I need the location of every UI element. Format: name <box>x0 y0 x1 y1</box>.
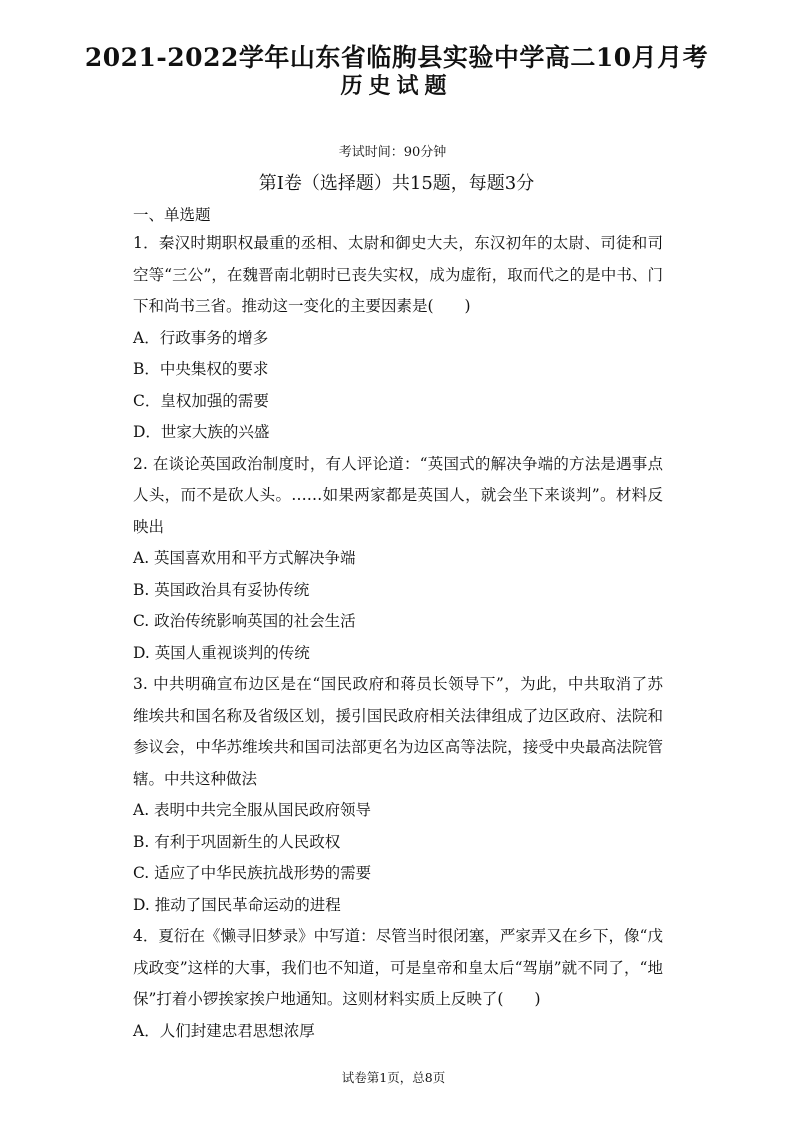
section-title: 第Ⅰ卷（选择题）共15题，每题3分 <box>258 173 535 194</box>
option-d: D. 推动了国民革命运动的进程 <box>133 895 341 914</box>
option-a: A．人们封建忠君思想浓厚 <box>133 1021 315 1040</box>
option-a: A. 英国喜欢用和平方式解决争端 <box>133 549 356 567</box>
question-stem: 1．秦汉时期职权最重的丞相、太尉和御史大夫，东汉初年的太尉、司徒和司空等“三公”，在魏晋南北朝时已丧失实权，成为虚衔，取而代之的是中书、门下和尚书三省。推动这一变化的主要因素是( ) <box>133 234 663 315</box>
option-c: C．皇权加强的需要 <box>133 391 269 410</box>
option-d: D．世家大族的兴盛 <box>133 423 270 441</box>
question-stem: 3. 中共明确宣布边区是在“国民政府和蒋员长领导下”，为此，中共取消了苏维埃共和国名称及省级区划，援引国民政府相关法律组成了边区政府、法院和参议会，中华苏维埃共和国司法部更名为边区高等法院，接受中央最高法院管辖。中共这种做法 <box>133 675 663 788</box>
page-footer: 试卷第1页，总8页 <box>341 1070 446 1085</box>
option-b: B. 英国政治具有妥协传统 <box>133 580 310 599</box>
exam-time: 考试时间：90分钟 <box>338 145 447 160</box>
section-label: 一、单选题 <box>133 206 211 224</box>
option-d: D. 英国人重视谈判的传统 <box>133 643 310 662</box>
option-a: A．行政事务的增多 <box>133 328 269 347</box>
question-stem: 4．夏衍在《懒寻旧梦录》中写道：尽管当时很闭塞，严家弄又在乡下，像“戊戌政变”这样的大事，我们也不知道，可是皇帝和皇太后“驾崩”就不同了，“地保”打着小锣挨家挨户地通知。这则材料实质上反映了( ) <box>133 927 663 1008</box>
question-list <box>133 202 663 1047</box>
question-1 <box>133 228 663 449</box>
question-4 <box>133 921 663 1047</box>
option-a: A. 表明中共完全服从国民政府领导 <box>133 801 372 819</box>
question-2 <box>133 449 663 670</box>
option-c: C. 政治传统影响英国的社会生活 <box>133 612 356 630</box>
question-stem: 2. 在谈论英国政治制度时，有人评论道：“英国式的解决争端的方法是遇事点人头，而不是砍人头。……如果两家都是英国人，就会坐下来谈判”。材料反映出 <box>133 454 663 536</box>
question-3 <box>133 669 663 921</box>
page-title: 2021-2022学年山东省临朐县实验中学高二10月月考 <box>84 43 709 72</box>
option-c: C. 适应了中华民族抗战形势的需要 <box>133 864 372 882</box>
option-b: B．中央集权的要求 <box>133 360 269 378</box>
page-subtitle: 历史试题 <box>340 73 453 99</box>
option-b: B. 有利于巩固新生的人民政权 <box>133 832 341 851</box>
